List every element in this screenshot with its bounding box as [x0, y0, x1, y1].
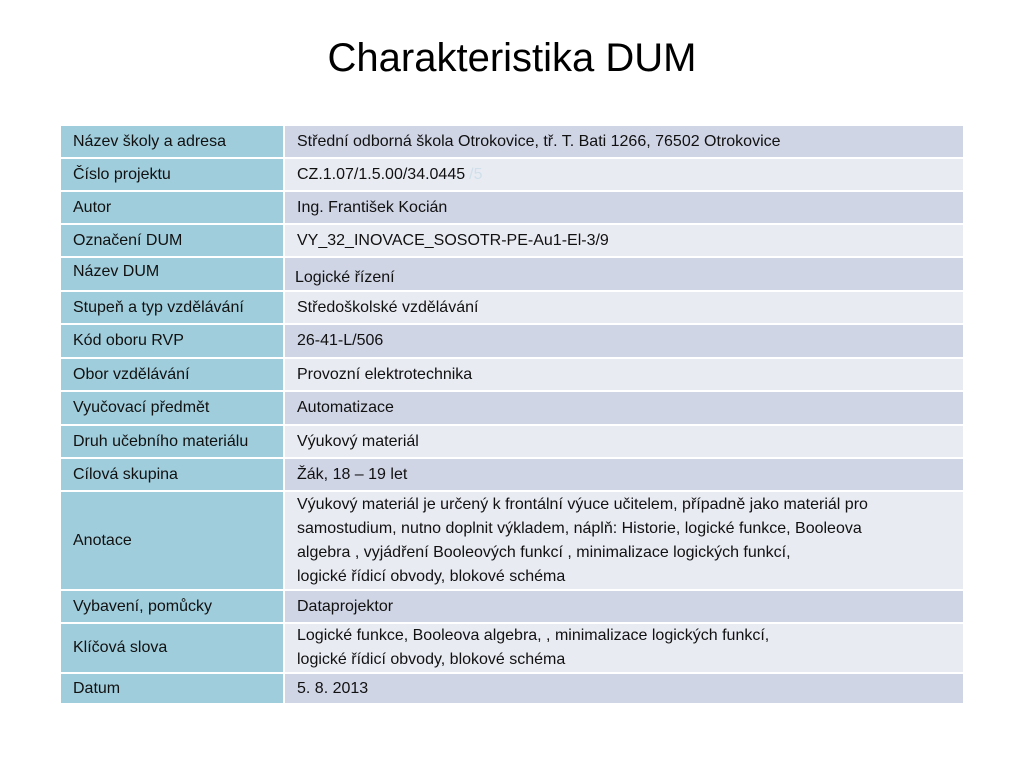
- row-label: Vyučovací předmět: [61, 392, 285, 424]
- table-row-rvp-code: [61, 325, 963, 359]
- row-value: [285, 492, 963, 589]
- row-value: VY_32_INOVACE_SOSOTR-PE-Au1-El-3/9: [285, 225, 963, 256]
- table-row-equipment: [61, 591, 963, 624]
- table-row-subject: [61, 392, 963, 426]
- table-row-school: [61, 126, 963, 159]
- table-row-education-level: [61, 292, 963, 325]
- row-value: Ing. František Kocián: [285, 192, 963, 223]
- row-label: Klíčová slova: [61, 624, 285, 672]
- row-label: Kód oboru RVP: [61, 325, 285, 357]
- table-row-date: [61, 674, 963, 703]
- row-label: Název školy a adresa: [61, 126, 285, 157]
- row-label: Označení DUM: [61, 225, 285, 256]
- row-label: Druh učebního materiálu: [61, 426, 285, 457]
- row-value: Provozní elektrotechnika: [285, 359, 963, 390]
- project-number: CZ.1.07/1.5.00/34.0445: [297, 165, 466, 183]
- row-value: Střední odborná škola Otrokovice, tř. T. Bati 1266, 76502 Otrokovice: [285, 126, 963, 157]
- table-row-target-group: [61, 459, 963, 492]
- row-value: Výukový materiál: [285, 426, 963, 457]
- row-label: Obor vzdělávání: [61, 359, 285, 390]
- row-value: 26-41-L/506: [285, 325, 963, 357]
- row-value: [285, 159, 963, 190]
- row-label: Datum: [61, 674, 285, 703]
- row-value: Logické řízení: [285, 258, 963, 290]
- row-label: Anotace: [61, 492, 285, 589]
- table-row-field: [61, 359, 963, 392]
- row-label: Stupeň a typ vzdělávání: [61, 292, 285, 323]
- table-row-keywords: [61, 624, 963, 674]
- row-label: Cílová skupina: [61, 459, 285, 490]
- row-value: Automatizace: [285, 392, 963, 424]
- row-label: Název DUM: [61, 258, 285, 290]
- row-value: [285, 624, 963, 672]
- row-value: Žák, 18 – 19 let: [285, 459, 963, 490]
- table-row-project-number: [61, 159, 963, 192]
- annotation-text: Výukový materiál je určený k frontální výuce učitelem, případně jako materiál pro samostudium, nutno doplnit výkladem, náplň: Historie, logické funkce, Booleova algebra , vyjádření Booleových funkcí , minimalizace logických funkcí, logické řídicí obvody, blokové schéma: [297, 495, 868, 585]
- page-title: Charakteristika DUM: [327, 36, 697, 80]
- project-number-suffix: /5: [469, 165, 483, 183]
- row-label: Autor: [61, 192, 285, 223]
- table-row-dum-name: [61, 258, 963, 292]
- table-row-author: [61, 192, 963, 225]
- row-label: Číslo projektu: [61, 159, 285, 190]
- table-row-dum-code: [61, 225, 963, 258]
- table-row-material-type: [61, 426, 963, 459]
- table-row-annotation: [61, 492, 963, 591]
- keywords-text: Logické funkce, Booleova algebra, , minimalizace logických funkcí, logické řídicí obvody, blokové schéma: [297, 627, 770, 668]
- row-value: Dataprojektor: [285, 591, 963, 622]
- row-label: Vybavení, pomůcky: [61, 591, 285, 622]
- row-value: Středoškolské vzdělávání: [285, 292, 963, 323]
- dum-characteristics-table: [61, 126, 963, 703]
- row-value: 5. 8. 2013: [285, 674, 963, 703]
